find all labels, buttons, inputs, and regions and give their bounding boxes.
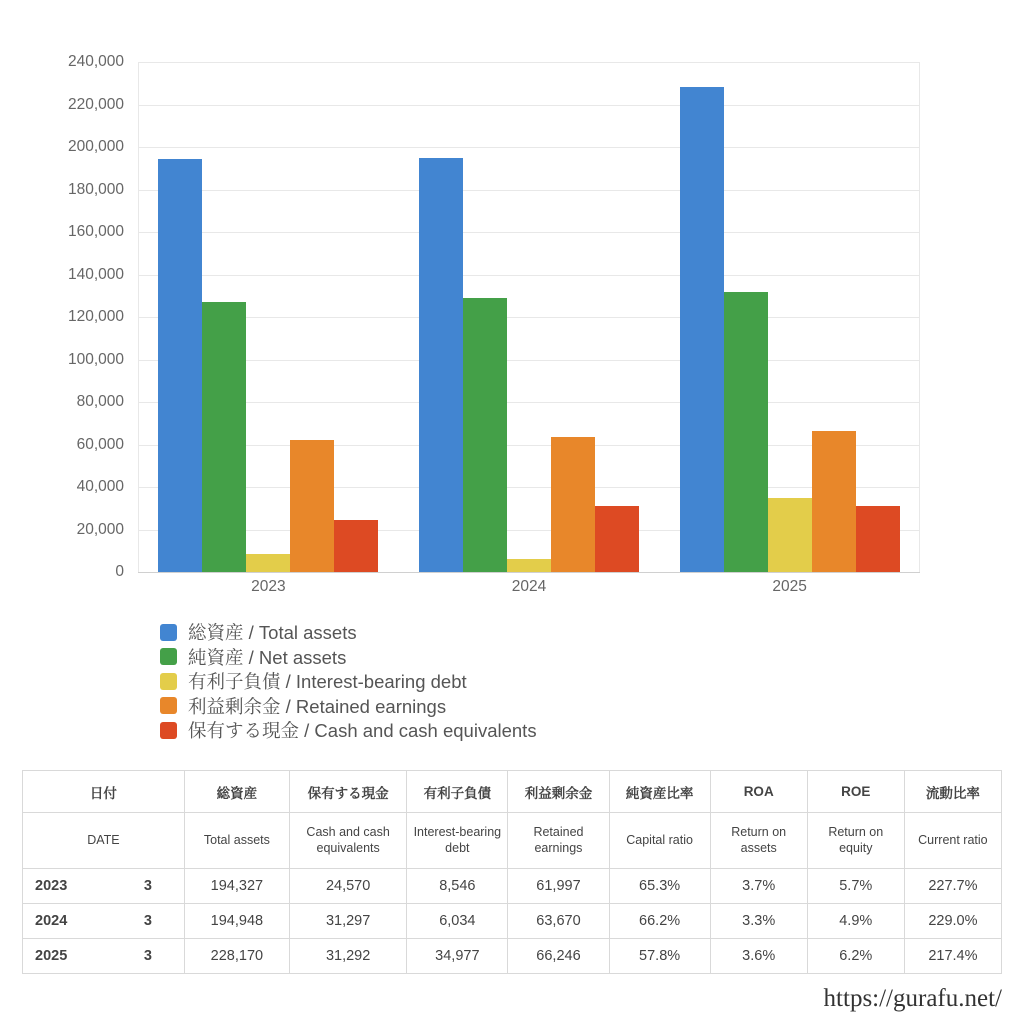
y-tick-label: 220,000 [67,95,124,113]
table-header-cell: Retained earnings [508,813,609,869]
table-cell-roe: 5.7% [807,869,904,904]
bar [334,520,378,572]
legend-item[interactable] [160,669,860,694]
legend-item[interactable] [160,718,860,743]
table-cell-cash: 24,570 [289,869,406,904]
legend-item[interactable] [160,645,860,670]
bar [724,292,768,573]
table-cell-roa: 3.3% [710,904,807,939]
y-tick-label: 100,000 [67,350,124,368]
bar [595,506,639,573]
gridline [138,572,920,573]
legend-swatch-icon [160,624,177,641]
bar [680,87,724,572]
bar [246,554,290,572]
site-url: https://gurafu.net/ [823,985,1002,1012]
table-cell-roe: 4.9% [807,904,904,939]
table-cell-cash: 31,297 [289,904,406,939]
y-tick-label: 140,000 [67,265,124,283]
legend-item-label: 純資産 / Net assets [188,646,347,668]
table-cell-current-ratio: 217.4% [904,939,1001,974]
table-header-cell: Capital ratio [609,813,710,869]
table-header-cell: 総資産 [184,771,289,813]
bar [507,559,551,572]
legend-swatch-icon [160,673,177,690]
y-tick-label: 40,000 [76,478,124,495]
legend-swatch-icon [160,722,177,739]
table-header-cell: 保有する現金 [289,771,406,813]
table-cell-total-assets: 194,327 [184,869,289,904]
legend-item-label: 利益剰余金 / Retained earnings [188,695,447,717]
table-header-cell: 有利子負債 [407,771,508,813]
bar [463,298,507,572]
table-cell-retained: 63,670 [508,904,609,939]
bar-group [138,62,399,572]
table-header-cell: 利益剰余金 [508,771,609,813]
bar [202,302,246,572]
table-cell-current-ratio: 227.7% [904,869,1001,904]
x-tick-label: 2023 [251,578,286,595]
chart-legend [160,620,860,743]
legend-item-label: 有利子負債 / Interest-bearing debt [188,671,467,693]
y-tick-label: 60,000 [76,435,124,453]
legend-item[interactable] [160,620,860,645]
legend-item[interactable] [160,694,860,719]
table-cell-year: 2024 [23,904,142,939]
bar [419,158,463,572]
table-cell-month: 3 [142,869,184,904]
plot-area [67,53,920,595]
table-header-cell: Cash and cash equivalents [289,813,406,869]
table-cell-roa: 3.7% [710,869,807,904]
table-header-cell: ROE [807,771,904,813]
y-tick-label: 200,000 [67,138,124,155]
legend-swatch-icon [160,648,177,665]
table-cell-year: 2023 [23,869,142,904]
bar [158,159,202,572]
bar [812,431,856,572]
bar-group [399,62,660,572]
x-tick-label: 2024 [511,578,547,595]
table-header-en [23,813,1002,869]
legend-item-label: 総資産 / Total assets [188,622,357,644]
bar [856,506,900,572]
y-tick-label: 80,000 [76,393,124,410]
table-cell-year: 2025 [23,939,142,974]
y-tick-label: 240,000 [67,53,124,70]
y-tick-label: 0 [115,563,124,580]
table-cell-month: 3 [142,939,184,974]
table-header-cell: 日付 [23,771,185,813]
bar-groups [138,62,920,572]
table-row [23,904,1002,939]
table-row [23,869,1002,904]
table-row [23,939,1002,974]
table-cell-capital-ratio: 65.3% [609,869,710,904]
table-header-cell: Return on assets [710,813,807,869]
bar [290,440,334,572]
table-header-cell: Total assets [184,813,289,869]
table-cell-cash: 31,292 [289,939,406,974]
table-cell-month: 3 [142,904,184,939]
table-cell-roe: 6.2% [807,939,904,974]
data-table [22,770,1002,974]
y-tick-label: 120,000 [67,308,124,325]
table-cell-debt: 6,034 [407,904,508,939]
table-cell-roa: 3.6% [710,939,807,974]
table-cell-total-assets: 228,170 [184,939,289,974]
table-header-cell: 純資産比率 [609,771,710,813]
table-body [23,869,1002,974]
bar-group [659,62,920,572]
x-tick-label: 2025 [772,578,807,595]
y-tick-label: 20,000 [76,520,124,538]
table-cell-debt: 8,546 [407,869,508,904]
y-tick-label: 180,000 [67,180,124,198]
table-header-cell: Return on equity [807,813,904,869]
legend-item-label: 保有する現金 / Cash and cash equivalents [188,720,537,742]
table-cell-capital-ratio: 57.8% [609,939,710,974]
table-header-jp [23,771,1002,813]
legend-swatch-icon [160,697,177,714]
table-cell-retained: 61,997 [508,869,609,904]
table-header-cell: Current ratio [904,813,1001,869]
table-header-cell: DATE [23,813,185,869]
table-header-cell: 流動比率 [904,771,1001,813]
y-tick-label: 160,000 [67,223,124,240]
table-cell-total-assets: 194,948 [184,904,289,939]
table-cell-current-ratio: 229.0% [904,904,1001,939]
table-cell-debt: 34,977 [407,939,508,974]
bar [551,437,595,572]
table-header-cell: Interest-bearing debt [407,813,508,869]
table-header-cell: ROA [710,771,807,813]
bar [768,498,812,572]
financial-table [22,770,1002,974]
table-cell-capital-ratio: 66.2% [609,904,710,939]
table-cell-retained: 66,246 [508,939,609,974]
